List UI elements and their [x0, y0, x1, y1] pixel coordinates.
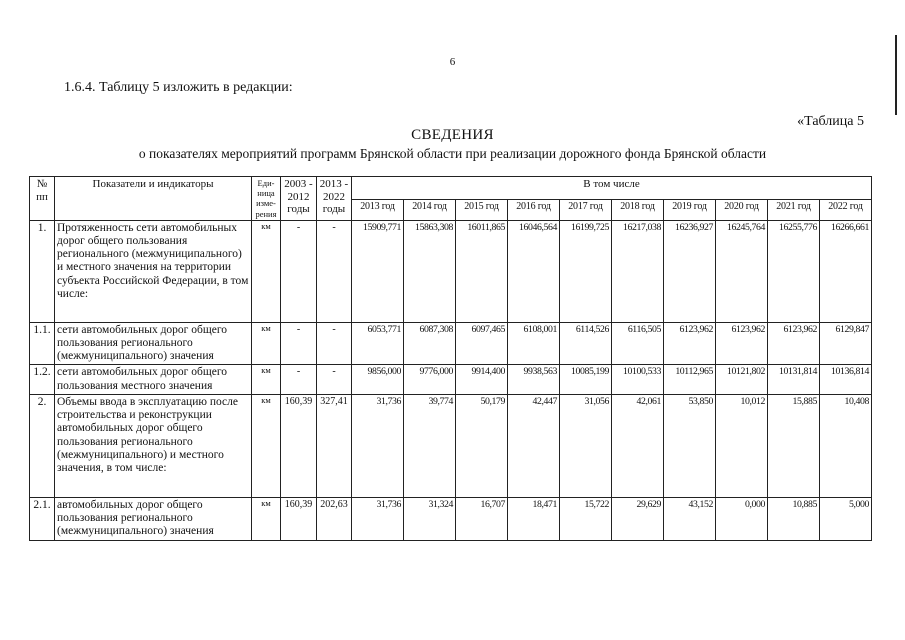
row-number: 1. [30, 220, 55, 322]
row-value: 43,152 [664, 497, 716, 540]
header-year: 2022 год [820, 199, 872, 220]
row-value: 31,324 [404, 497, 456, 540]
row-value: 10100,533 [612, 365, 664, 394]
row-value: 9914,400 [456, 365, 508, 394]
header-year: 2015 год [456, 199, 508, 220]
row-number: 1.1. [30, 322, 55, 365]
row-value: 39,774 [404, 394, 456, 497]
row-value: 10112,965 [664, 365, 716, 394]
row-unit: км [252, 394, 281, 497]
row-value: 6108,001 [508, 322, 560, 365]
row-period-1: - [281, 220, 317, 322]
row-value: 10121,802 [716, 365, 768, 394]
row-value: 6097,465 [456, 322, 508, 365]
row-value: 10136,814 [820, 365, 872, 394]
row-value: 6087,308 [404, 322, 456, 365]
header-name: Показатели и индикаторы [55, 177, 252, 221]
row-value: 6123,962 [768, 322, 820, 365]
header-year: 2014 год [404, 199, 456, 220]
table-row [30, 497, 872, 540]
page-number: 6 [449, 56, 456, 68]
row-unit: км [252, 497, 281, 540]
row-value: 15863,308 [404, 220, 456, 322]
row-value: 6116,505 [612, 322, 664, 365]
row-period-1: 160,39 [281, 394, 317, 497]
row-value: 31,736 [352, 394, 404, 497]
header-unit: Еди-ница изме-рения [252, 177, 281, 221]
row-value: 5,000 [820, 497, 872, 540]
row-indicator: сети автомобильных дорог общего пользования регионального (межмуниципального) значения [55, 322, 252, 365]
row-value: 16245,764 [716, 220, 768, 322]
row-period-1: - [281, 365, 317, 394]
row-period-1: 160,39 [281, 497, 317, 540]
row-unit: км [252, 220, 281, 322]
row-value: 10,408 [820, 394, 872, 497]
row-value: 53,850 [664, 394, 716, 497]
margin-mark [895, 35, 897, 115]
table-label: «Таблица 5 [797, 114, 864, 129]
paragraph-text: 1.6.4. Таблицу 5 изложить в редакции: [64, 80, 293, 95]
row-indicator: Объемы ввода в эксплуатацию после строительства и реконструкции автомобильных дорог общего пользования регионального (межмуниципального) и местного значения, в том числе: [55, 394, 252, 497]
row-value: 31,736 [352, 497, 404, 540]
row-value: 42,447 [508, 394, 560, 497]
row-value: 6114,526 [560, 322, 612, 365]
table-row [30, 394, 872, 497]
row-period-2: 327,41 [317, 394, 352, 497]
row-period-2: - [317, 322, 352, 365]
header-year: 2016 год [508, 199, 560, 220]
row-value: 6053,771 [352, 322, 404, 365]
header-year: 2019 год [664, 199, 716, 220]
row-value: 6129,847 [820, 322, 872, 365]
row-value: 9776,000 [404, 365, 456, 394]
row-period-2: - [317, 220, 352, 322]
header-year: 2018 год [612, 199, 664, 220]
row-value: 15,885 [768, 394, 820, 497]
row-value: 10,012 [716, 394, 768, 497]
row-value: 6123,962 [664, 322, 716, 365]
row-value: 29,629 [612, 497, 664, 540]
header-year: 2021 год [768, 199, 820, 220]
header-including: В том числе [352, 177, 872, 200]
row-value: 16266,661 [820, 220, 872, 322]
table-row [30, 365, 872, 394]
row-period-2: 202,63 [317, 497, 352, 540]
row-value: 6123,962 [716, 322, 768, 365]
table-row [30, 322, 872, 365]
row-value: 9856,000 [352, 365, 404, 394]
document-subtitle: о показателях мероприятий программ Брянской области при реализации дорожного фонда Брянской области [138, 146, 767, 161]
row-indicator: автомобильных дорог общего пользования регионального (межмуниципального) значения [55, 497, 252, 540]
row-unit: км [252, 322, 281, 365]
header-num: № пп [30, 177, 55, 221]
header-year: 2013 год [352, 199, 404, 220]
header-period-1: 2003 - 2012 годы [281, 177, 317, 221]
row-value: 16,707 [456, 497, 508, 540]
row-value: 16236,927 [664, 220, 716, 322]
indicators-table [29, 176, 872, 541]
row-value: 15,722 [560, 497, 612, 540]
row-value: 50,179 [456, 394, 508, 497]
row-value: 31,056 [560, 394, 612, 497]
header-period-2: 2013 - 2022 годы [317, 177, 352, 221]
row-value: 16217,038 [612, 220, 664, 322]
row-indicator: Протяженность сети автомобильных дорог общего пользования регионального (межмуниципального) и местного значения на территории субъекта Российской Федерации, в том числе: [55, 220, 252, 322]
row-value: 18,471 [508, 497, 560, 540]
row-value: 15909,771 [352, 220, 404, 322]
row-value: 10,885 [768, 497, 820, 540]
table-row [30, 220, 872, 322]
header-year: 2017 год [560, 199, 612, 220]
row-number: 2.1. [30, 497, 55, 540]
row-value: 16011,865 [456, 220, 508, 322]
row-indicator: сети автомобильных дорог общего пользования местного значения [55, 365, 252, 394]
row-value: 9938,563 [508, 365, 560, 394]
row-period-1: - [281, 322, 317, 365]
row-value: 0,000 [716, 497, 768, 540]
document-title: СВЕДЕНИЯ [411, 127, 494, 143]
row-period-2: - [317, 365, 352, 394]
row-value: 16046,564 [508, 220, 560, 322]
row-value: 42,061 [612, 394, 664, 497]
row-value: 16199,725 [560, 220, 612, 322]
header-row-1 [30, 177, 872, 200]
row-number: 1.2. [30, 365, 55, 394]
row-value: 10085,199 [560, 365, 612, 394]
row-number: 2. [30, 394, 55, 497]
row-value: 16255,776 [768, 220, 820, 322]
header-year: 2020 год [716, 199, 768, 220]
row-unit: км [252, 365, 281, 394]
row-value: 10131,814 [768, 365, 820, 394]
